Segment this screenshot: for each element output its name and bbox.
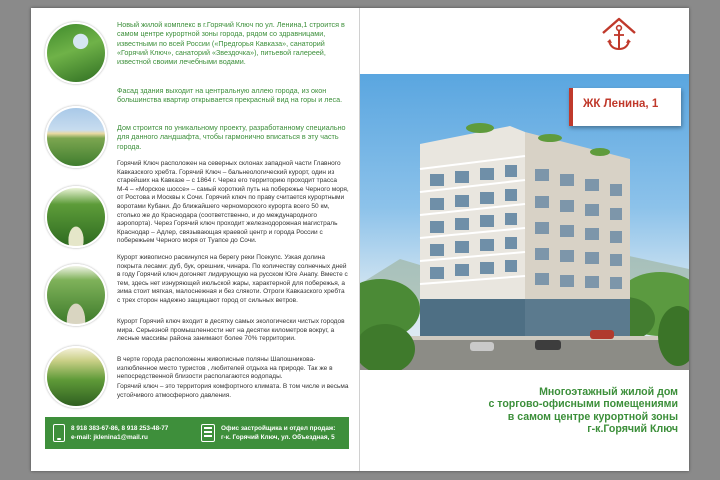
office-building-icon xyxy=(201,424,215,442)
headline-line: в самом центре курортной зоны xyxy=(507,410,678,423)
phone-icon xyxy=(53,424,65,442)
headline-line: г-к.Горячий Ключ xyxy=(587,423,678,436)
office-address: г-к. Горячий Ключ, ул. Объездная, 5 xyxy=(221,434,335,441)
ecology-paragraph: Курорт Горячий ключ входит в десятку самых экологически чистых городов мира. Серьезной промышленности нет на десятки километров вокруг, а лесные массивы района занимают более 70% территории. xyxy=(117,318,345,343)
town-view-photo xyxy=(45,106,107,168)
project-name: ЖК Ленина, 1 xyxy=(583,98,659,110)
project-name-badge xyxy=(569,88,681,126)
meadow-photo xyxy=(45,346,107,408)
forest-path-photo xyxy=(45,186,107,248)
headline-line: с торгово-офисными помещениями xyxy=(488,398,678,411)
park-alley-photo xyxy=(45,264,107,326)
project-paragraph: Дом строится по уникальному проекту, разработанному специально для данного ландшафта, чтобы гармонично вписаться в эту часть города. xyxy=(117,123,346,151)
headline-block xyxy=(376,386,678,436)
facade-paragraph: Фасад здания выходит на центральную аллею города, из окон большинства квартир открывается прекрасный вид на горы и леса. xyxy=(117,86,343,105)
contact-footer xyxy=(45,417,349,449)
phone-numbers: 8 918 383-67-86, 8 918 253-48-77 xyxy=(71,425,169,432)
climate-paragraph: Курорт живописно раскинулся на берегу реки Псекупс. Узкая долина покрыта лесами: дуб, бук, орешник, чинара. По количеству солнечных дней в году Горячий ключ догоняет лидирующую на русском Юге Анапу. Вместе с тем, здесь нет изнуряющей июльской жары, характерной для побережья, а зима стоит мягкая, малоснежная и без слякоти. Отроги Кавказского хребта с трех сторон надежно защищают город от сильных ветров. xyxy=(117,254,348,304)
location-paragraph: Горячий Ключ расположен на северных склонах западной части Главного Кавказского хребта. Горячий Ключ – бальнеологический курорт, один из старейших на Кавказе – с 1864 г. Через его территорию проходит трасса М-4 – «Морское шоссе» – самый короткий путь на побережье Черного моря, от Ростова и Москвы к Сочи. Горячий ключ по праву считается курортными воротами Кубани. До ближайшего черноморского курорта всего 50 км, столько же до Краснодара (соответственно, и до международного аэропорта). Через Горячий ключ проходит железнодорожная магистраль Краснодар – Адлер, связывающая краевой центр и города России с побережьем Черного моря от Туапсе до Сочи. xyxy=(117,160,349,245)
office-label: Офис застройщика и отдел продаж: xyxy=(221,425,336,432)
fountain-water-photo xyxy=(45,22,107,84)
anchor-house-icon xyxy=(599,14,639,54)
headline-line: Многоэтажный жилой дом xyxy=(539,386,678,398)
comfort-paragraph: Горячий ключ – это территория комфортного климата. В том числе и весьма устойчивого атмосферного давления. xyxy=(117,383,349,399)
intro-paragraph: Новый жилой комплекс в г.Горячий Ключ по ул. Ленина,1 строится в самом центре курортной зоны города, рядом со здравницами, известными по всей России («Предгорья Кавказа», санаторий «Горячий Ключ», санаторий «Звездочка»), питьевой галереей, известной своими лечебными водами. xyxy=(117,20,345,67)
email-address: e-mail: jklenina1@mail.ru xyxy=(71,434,148,441)
nature-paragraph: В черте города расположены живописные поляны Шапошникова- излюбленное место туристов , любителей отдыха на природе. Так же в непосредственной близости располагаются водопады. xyxy=(117,356,333,381)
